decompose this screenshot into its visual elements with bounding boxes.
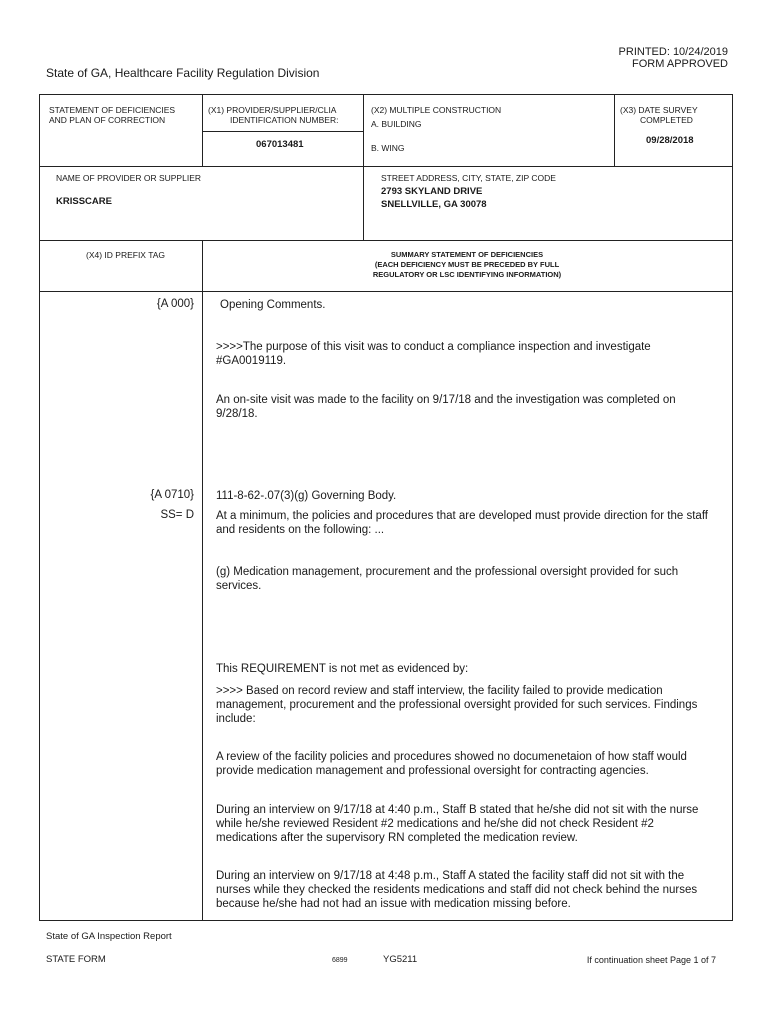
severity-scope-tag: SS= D	[160, 509, 194, 521]
row-divider-1	[39, 166, 733, 167]
staff-a-line-2: nurses while they checked the residents medications and staff did not check behind the nurses	[216, 884, 698, 896]
state-form-label: STATE FORM	[46, 954, 106, 965]
staff-b-paragraph	[216, 803, 698, 845]
minimum-line-2: and residents on the following: ...	[216, 524, 385, 536]
col-divider-x1	[202, 94, 203, 166]
staff-a-paragraph	[216, 869, 697, 911]
review-line-2: provide medication management and professional oversight for contracting agencies.	[216, 765, 649, 777]
minimum-line-1: At a minimum, the policies and procedures that are developed must provide direction for the staff	[216, 510, 708, 522]
form-status: FORM APPROVED	[632, 58, 728, 70]
survey-date-value: 09/28/2018	[646, 135, 694, 146]
x1-divider	[202, 131, 363, 132]
x1-sublabel: IDENTIFICATION NUMBER:	[230, 115, 339, 125]
onsite-line-2: 9/28/18.	[216, 408, 258, 420]
staff-b-line-2: while he/she reviewed Resident #2 medications and he/she did not check Resident #2	[216, 818, 654, 830]
based-line-2: management, procurement and the professional oversight provided for such services. Findings	[216, 699, 698, 711]
staff-b-line-1: During an interview on 9/17/18 at 4:40 p.m., Staff B stated that he/she did not sit with the nurse	[216, 804, 699, 816]
col-divider-x2	[363, 94, 364, 166]
provider-name-value: KRISSCARE	[56, 196, 112, 207]
staff-a-line-3: because he/she had not had an issue with medication missing before.	[216, 898, 571, 910]
x2-wing-label: B. WING	[371, 143, 405, 153]
medication-line-1: (g) Medication management, procurement and the professional oversight provided for such	[216, 566, 679, 578]
tag-a0710: {A 0710}	[150, 489, 194, 501]
onsite-line-1: An on-site visit was made to the facility on 9/17/18 and the investigation was completed on	[216, 394, 676, 406]
staff-a-line-1: During an interview on 9/17/18 at 4:48 p.m., Staff A stated the facility staff did not sit with the	[216, 870, 685, 882]
purpose-line-2: #GA0019119.	[216, 355, 287, 367]
deficiencies-label: STATEMENT OF DEFICIENCIES	[49, 105, 176, 115]
provider-name-label: NAME OF PROVIDER OR SUPPLIER	[56, 173, 201, 183]
address-city: SNELLVILLE, GA 30078	[381, 199, 487, 210]
row-divider-2	[39, 240, 733, 241]
agency-title: State of GA, Healthcare Facility Regulation Division	[46, 66, 320, 80]
col-divider-address	[363, 166, 364, 240]
onsite-paragraph	[216, 393, 676, 421]
address-street: 2793 SKYLAND DRIVE	[381, 186, 483, 197]
medication-paragraph	[216, 565, 678, 593]
based-line-3: include:	[216, 713, 256, 725]
form-frame	[39, 94, 733, 921]
summary-header	[204, 250, 730, 280]
event-id: YG5211	[383, 954, 418, 965]
opening-comments-title: Opening Comments.	[220, 299, 326, 311]
plan-label: AND PLAN OF CORRECTION	[49, 115, 166, 125]
staff-b-line-3: medications after the supervisory RN completed the medication review.	[216, 832, 578, 844]
x2-label: (X2) MULTIPLE CONSTRUCTION	[371, 105, 502, 115]
x3-sublabel: COMPLETED	[640, 115, 693, 125]
purpose-line-1: >>>>The purpose of this visit was to conduct a compliance inspection and investigate	[216, 341, 651, 353]
based-line-1: >>>> Based on record review and staff interview, the facility failed to provide medication	[216, 685, 663, 697]
purpose-paragraph	[216, 340, 651, 368]
summary-header-line1: SUMMARY STATEMENT OF DEFICIENCIES	[390, 250, 544, 259]
x3-label: (X3) DATE SURVEY	[620, 105, 698, 115]
col-divider-tag	[202, 240, 203, 920]
review-paragraph	[216, 750, 687, 778]
row-divider-3	[39, 291, 733, 292]
summary-header-line2: (EACH DEFICIENCY MUST BE PRECEDED BY FULL	[374, 260, 560, 269]
review-line-1: A review of the facility policies and procedures showed no documenetaion of how staff would	[216, 751, 687, 763]
form-number: 6899	[332, 957, 348, 964]
col-divider-x3	[614, 94, 615, 166]
minimum-paragraph	[216, 509, 708, 537]
based-on-paragraph	[216, 684, 697, 726]
printed-date: PRINTED: 10/24/2019	[618, 46, 728, 58]
address-label: STREET ADDRESS, CITY, STATE, ZIP CODE	[381, 173, 556, 183]
summary-header-line3: REGULATORY OR LSC IDENTIFYING INFORMATION)	[372, 270, 562, 279]
x2-building-label: A. BUILDING	[371, 119, 422, 129]
provider-id-value: 067013481	[256, 139, 304, 150]
x1-label: (X1) PROVIDER/SUPPLIER/CLIA	[208, 105, 337, 115]
tag-a000: {A 000}	[156, 298, 194, 310]
id-prefix-tag-label: (X4) ID PREFIX TAG	[86, 250, 166, 260]
report-name: State of GA Inspection Report	[46, 931, 172, 942]
requirement-statement: This REQUIREMENT is not met as evidenced by:	[216, 663, 469, 675]
page-info: If continuation sheet Page 1 of 7	[586, 955, 716, 965]
governing-body-title: 111-8-62-.07(3)(g) Governing Body.	[216, 490, 397, 502]
medication-line-2: services.	[216, 580, 262, 592]
